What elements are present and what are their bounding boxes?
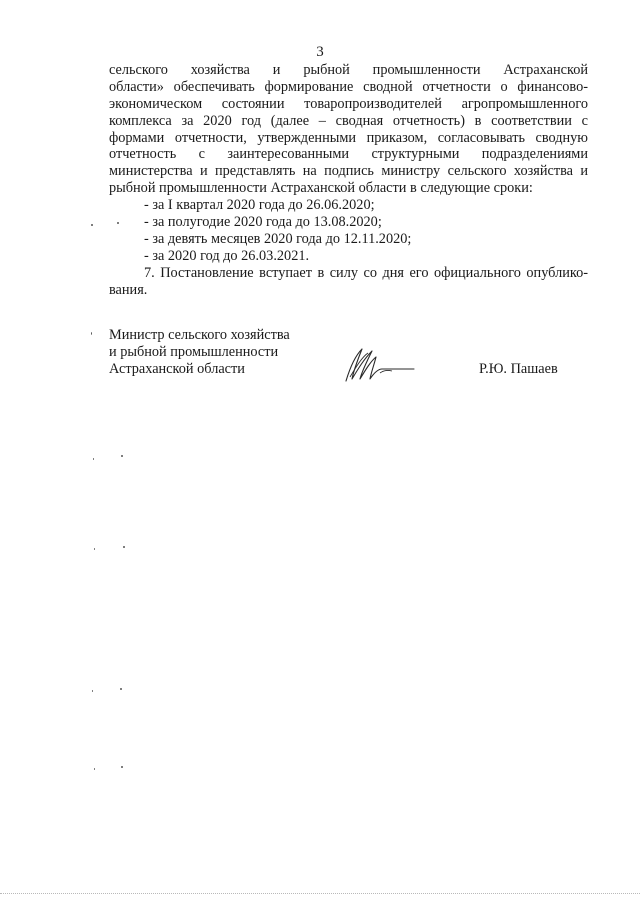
deadline-item: - за девять месяцев 2020 года до 12.11.2020; <box>144 230 412 247</box>
paragraph-line: сельского хозяйства и рыбной промышленности Астраханской <box>109 62 588 78</box>
signatory-title-line: Астраханской области <box>109 360 245 377</box>
scan-edge-line <box>0 893 640 894</box>
paragraph-line: рыбной промышленности Астраханской области в следующие сроки: <box>109 180 533 197</box>
document-body <box>109 62 588 298</box>
deadline-item: - за полугодие 2020 года до 13.08.2020; <box>144 214 382 231</box>
clause-7 <box>109 265 588 299</box>
paragraph-line: формами отчетности, утвержденными приказом, согласовывать сводную <box>109 129 588 146</box>
paragraph-line: министерства и представлять на подпись министру сельского хозяйства и <box>109 163 588 180</box>
clause-7-line: вания. <box>109 281 148 298</box>
signatory-title-line: и рыбной промышленности <box>109 343 279 360</box>
paragraph-line: комплекса за 2020 год (далее – сводная отчетность) в соответствии с <box>109 112 588 129</box>
page-number: 3 <box>316 44 324 60</box>
deadline-list <box>109 197 588 265</box>
main-paragraph <box>109 62 588 197</box>
signatory-title-line: Министр сельского хозяйства <box>109 327 290 343</box>
paragraph-line: отчетность с заинтересованными структурными подразделениями <box>109 146 588 163</box>
signatory-name: Р.Ю. Пашаев <box>479 361 558 377</box>
clause-7-line: 7. Постановление вступает в силу со дня его официального опублико- <box>144 264 588 281</box>
signatory-title <box>109 327 290 378</box>
paragraph-line: области» обеспечивать формирование сводной отчетности о финансово- <box>109 78 588 95</box>
deadline-item: - за 2020 год до 26.03.2021. <box>144 247 310 264</box>
paragraph-line: экономическом состоянии товаропроизводителей агропромышленного <box>109 95 588 112</box>
deadline-item: - за I квартал 2020 года до 26.06.2020; <box>144 197 375 214</box>
handwritten-signature <box>340 343 420 390</box>
